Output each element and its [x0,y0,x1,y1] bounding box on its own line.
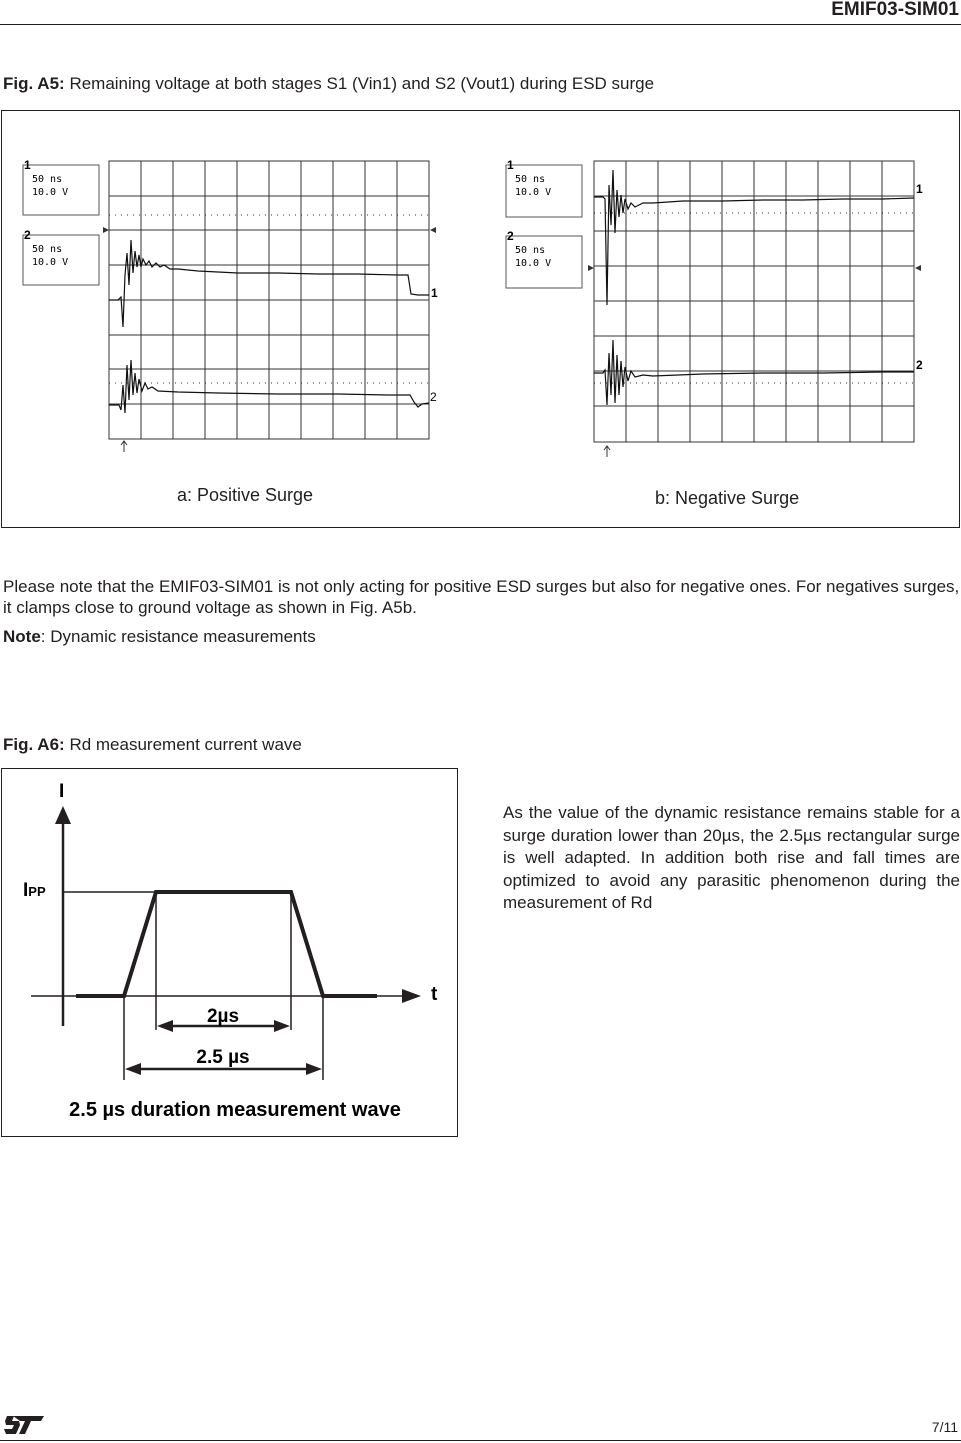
note-text: : Dynamic resistance measurements [40,627,316,646]
note-label: Note [3,627,41,646]
fig-a5-label: Fig. A5: [3,74,65,93]
scope-a-grid [109,161,429,439]
dim-2us-label: 2µs [206,1006,240,1027]
scope-b-marker-1: 1 [916,182,923,196]
scope-a-ch2-volt: 10.0 V [32,257,69,268]
scope-a-label: a: Positive Surge [177,485,314,505]
page-number: 7/11 [931,1419,958,1435]
scope-a [18,155,448,460]
scope-b-trigger-left-icon [588,265,594,271]
scope-a-ch2-number: 2 [24,228,31,242]
dim-25us-left-arrow-icon [125,1063,141,1075]
scope-a-ch1-number: 1 [24,158,31,172]
wave-caption: 2.5 µs duration measurement wave [69,1099,401,1121]
fig-a6-label: Fig. A6: [3,735,65,754]
st-logo-icon [4,1414,46,1436]
t-axis-label: t [431,984,438,1005]
scope-b-ch1-time: 50 ns [515,174,546,185]
scope-b-ch1-number: 1 [507,158,514,172]
ipp-label [23,880,46,901]
scope-a-marker-1: 1 [431,286,438,300]
i-axis-label: I [59,781,65,802]
scope-b-trigger-arrow-icon [604,446,610,457]
fig-a6-title: Rd measurement current wave [69,735,302,754]
t-axis-arrow-icon [402,989,421,1003]
scope-b-ch1-volt: 10.0 V [515,187,552,198]
scope-b-marker-2: 2 [916,358,923,372]
dim-2us-right-arrow-icon [274,1020,290,1032]
scope-b-ch2-time: 50 ns [515,245,546,256]
side-paragraph: As the value of the dynamic resistance remains stable for a surge duration lower than 20µs, the 2.5µs rectangular surge is well adapted. In addition both rise and fall times are optimized to avoid any parasitic phenomenon during the measurement of Rd [503,803,960,912]
scope-b-ch2-number: 2 [507,229,514,243]
current-pulse-trace [76,892,377,996]
fig-a6-caption [3,735,302,755]
ipp-label-sub: PP [28,884,46,899]
current-wave-diagram [1,768,458,1137]
scope-b-trigger-right-icon [915,265,921,271]
dim-25us-label: 2.5 µs [196,1047,250,1068]
header-rule [0,24,961,25]
dim-2us-left-arrow-icon [157,1020,173,1032]
scope-a-ch2-time: 50 ns [32,244,63,255]
ipp-label-main: I [23,880,29,901]
scope-a-ch1-time: 50 ns [32,174,63,185]
fig-a5-caption [3,74,654,94]
scope-a-trigger-right-icon [430,227,436,233]
scope-b-ch2-volt: 10.0 V [515,258,552,269]
dim-25us-right-arrow-icon [306,1063,322,1075]
scope-b-label: b: Negative Surge [655,488,800,508]
body-paragraph: Please note that the EMIF03-SIM01 is not only acting for positive ESD surges but also for negative ones. For negatives surges, it clamps close to ground voltage as shown in Fig. A5b. [3,577,960,617]
scope-a-ch1-volt: 10.0 V [32,187,69,198]
document-id: EMIF03-SIM01 [831,0,959,20]
scope-b [503,155,933,460]
fig-a5-title: Remaining voltage at both stages S1 (Vin1) and S2 (Vout1) during ESD surge [69,74,655,93]
footer-rule [0,1440,961,1441]
scope-a-trigger-arrow-icon [121,441,127,452]
scope-a-marker-2: 2 [430,390,437,404]
note-line [3,627,316,647]
i-axis-arrow-icon [55,806,71,824]
scope-a-trigger-left-icon [103,227,109,233]
